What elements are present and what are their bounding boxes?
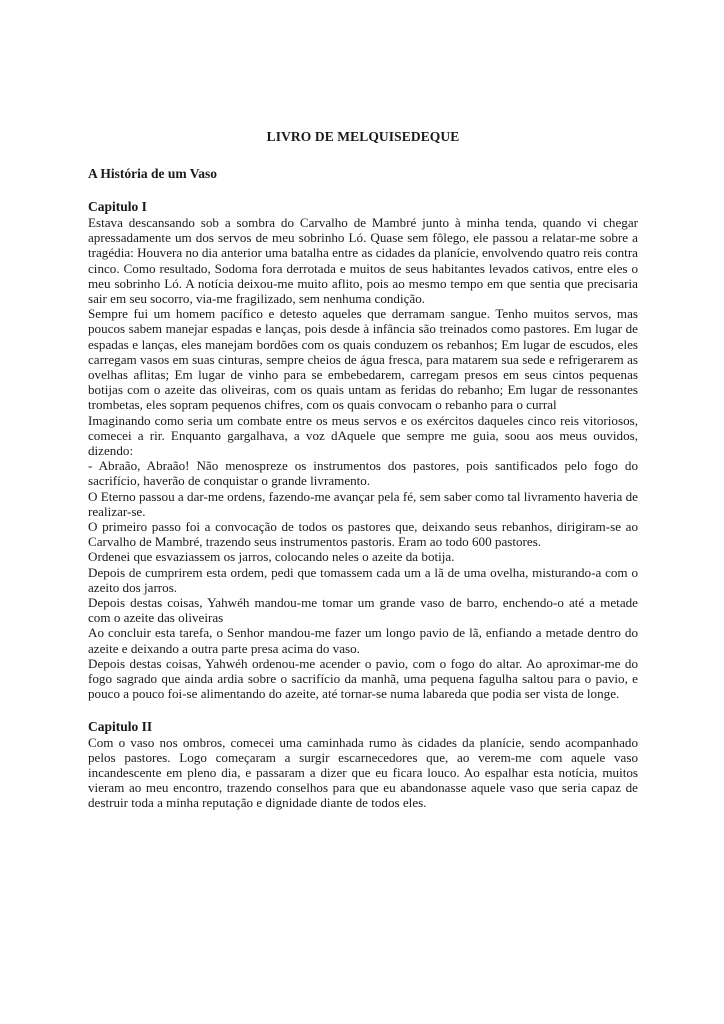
paragraph: - Abraão, Abraão! Não menospreze os instrumentos dos pastores, pois santificados pelo fogo do sacrifício, haverão de conquistar o grande livramento. (88, 458, 638, 489)
chapter-heading: Capitulo I (88, 199, 147, 214)
paragraph: Depois destas coisas, Yahwéh mandou-me tomar um grande vaso de barro, enchendo-o até a metade com o azeite das oliveiras (88, 595, 638, 626)
paragraph: O Eterno passou a dar-me ordens, fazendo-me avançar pela fé, sem saber como tal livramento haveria de realizar-se. (88, 488, 638, 519)
chapter-1 (88, 199, 638, 702)
paragraph: Estava descansando sob a sombra do Carvalho de Mambré junto à minha tenda, quando vi chegar apressadamente um dos servos de meu sobrinho Ló. Quase sem fôlego, ele passou a relatar-me sobre a tragédia: Houvera no dia anterior uma batalha entre as cidades da planície, envolvendo quatro reis contra cinco. Como resultado, Sodoma fora derrotada e muitos de seus habitantes levados cativos, entre eles o meu sobrinho Ló. A notícia deixou-me muito aflito, pois ao mesmo tempo em que sentia que precisaria sair em seu socorro, via-me fragilizado, sem nenhuma condição. (88, 215, 638, 307)
paragraph: O primeiro passo foi a convocação de todos os pastores que, deixando seus rebanhos, dirigiram-se ao Carvalho de Mambré, trazendo seus instrumentos pastoris. Eram ao todo 600 pastores. (88, 519, 638, 550)
paragraph: Ordenei que esvaziassem os jarros, colocando neles o azeite da botija. (88, 549, 455, 565)
paragraph: Ao concluir esta tarefa, o Senhor mandou-me fazer um longo pavio de lã, enfiando a metade dentro do azeite e deixando a outra parte presa acima do vaso. (88, 625, 638, 656)
document-subtitle: A História de um Vaso (88, 166, 218, 181)
paragraph: Sempre fui um homem pacífico e detesto aqueles que derramam sangue. Tenho muitos servos, mas poucos sabem manejar espadas e lanças, pois desde à infância são treinados como pastores. Em lugar de espadas e lanças, eles manejam bordões com os quais conduzem os rebanhos; Em lugar de escudos, eles carregam vasos em suas cinturas, sempre cheios de água fresca, para matarem sua sede e refrigerarem as ovelhas aflitas; Em lugar de vinho para se embebedarem, carregam presos em seus cintos pequenas botijas com o azeite das oliveiras, com os quais untam as feridas do rebanho; Em lugar de ressonantes trombetas, eles sopram pequenos chifres, com os quais convocam o rebanho para o curral (88, 306, 638, 413)
paragraph: Com o vaso nos ombros, comecei uma caminhada rumo às cidades da planície, sendo acompanhado pelos pastores. Logo começaram a surgir escarnecedores que, ao verem-me com aquele vaso incandescente em pleno dia, e passaram a dizer que eu ficara louco. Ao espalhar esta notícia, muitos vieram ao meu encontro, trazendo conselhos para que eu abandonasse aquele vaso que seria capaz de destruir toda a minha reputação e dignidade diante de todos eles. (88, 734, 638, 811)
chapter-2 (88, 719, 638, 811)
chapter-heading: Capitulo II (88, 718, 153, 734)
paragraph: Depois destas coisas, Yahwéh ordenou-me acender o pavio, com o fogo do altar. Ao aproximar-me do fogo sagrado que ainda ardia sobre o sacrifício da manhã, uma pequena fagulha saltou para o pavio, e pouco a pouco foi-se alimentando do azeite, até tornar-se numa labareda que podia ser vista de longe. (88, 655, 638, 702)
document-title: LIVRO DE MELQUISEDEQUE (266, 129, 460, 144)
document-page (88, 128, 638, 811)
paragraph: Imaginando como seria um combate entre os meus servos e os exércitos daqueles cinco reis vitoriosos, comecei a rir. Enquanto gargalhava, a voz dAquele que sempre me guia, soou aos meus ouvidos, dizendo: (88, 412, 638, 459)
paragraph: Depois de cumprirem esta ordem, pedi que tomassem cada um a lã de uma ovelha, misturando-a com o azeito dos jarros. (88, 564, 638, 595)
